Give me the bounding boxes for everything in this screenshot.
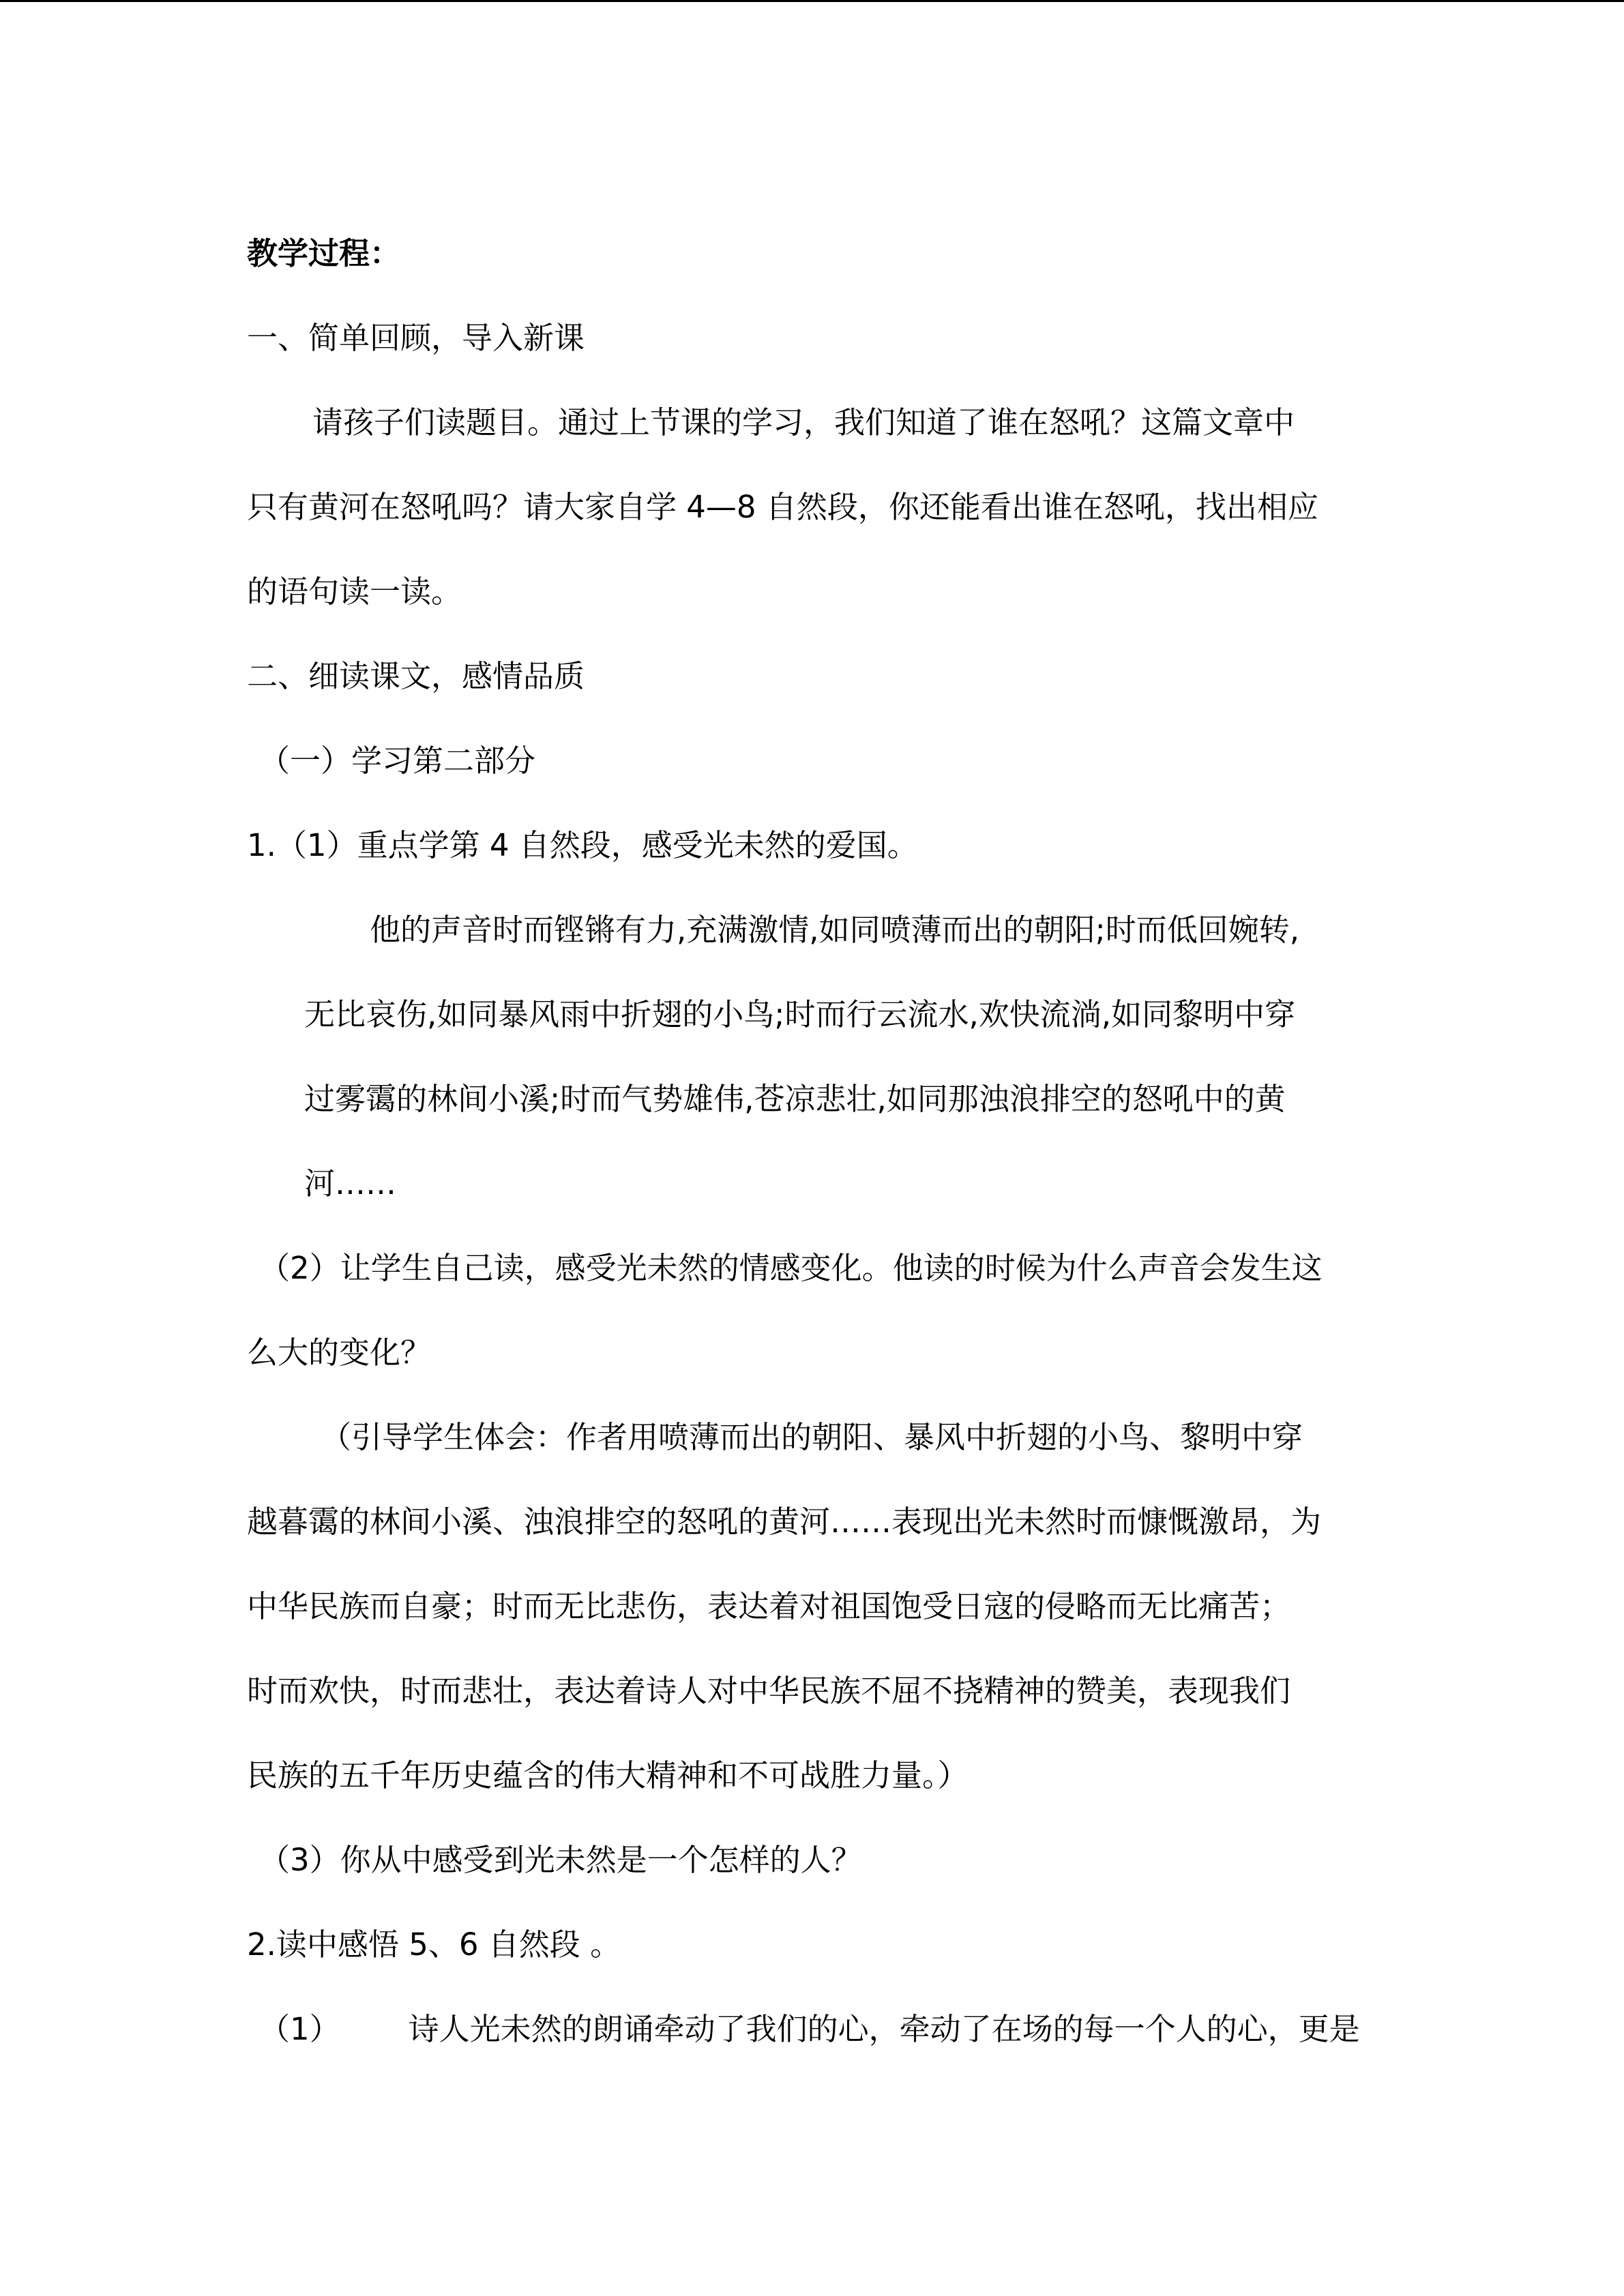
top-border-line [0, 0, 1624, 2]
guide-line: 中华民族而自豪；时而无比悲伤，表达着对祖国饱受日寇的侵略而无比痛苦； [247, 1588, 1291, 1624]
guide-line: （引导学生体会：作者用喷薄而出的朝阳、暴风中折翅的小鸟、黎明中穿 [321, 1419, 1303, 1455]
item-1-2-line: 么大的变化？ [247, 1335, 432, 1371]
guide-line: 民族的五千年历史蕴含的伟大精神和不可战胜力量。） [247, 1757, 969, 1793]
item-1-2-line: （2）让学生自己读，感受光未然的情感变化。他读的时候为什么声音会发生这 [259, 1250, 1323, 1286]
quote-line: 无比哀伤,如同暴风雨中折翅的小鸟;时而行云流水,欢快流淌,如同黎明中穿 [304, 996, 1296, 1032]
quote-line: 河…… [304, 1165, 397, 1202]
document-page [247, 211, 1379, 2072]
part1-title: （一）学习第二部分 [259, 743, 536, 779]
section-heading: 教学过程： [247, 235, 401, 271]
quote-line: 过雾霭的林间小溪;时而气势雄伟,苍凉悲壮,如同那浊浪排空的怒吼中的黄 [304, 1081, 1286, 1117]
section1-para-line: 的语句读一读。 [247, 573, 462, 610]
item-1-3: （3）你从中感受到光未然是一个怎样的人？ [259, 1842, 862, 1878]
section2-title: 二、细读课文，感情品质 [247, 658, 585, 694]
item-1-1: 1.（1）重点学第 4 自然段，感受光未然的爱国。 [247, 827, 918, 863]
section1-para-line: 只有黄河在怒吼吗？请大家自学 4—8 自然段，你还能看出谁在怒吼，找出相应 [247, 489, 1318, 525]
guide-line: 时而欢快，时而悲壮，表达着诗人对中华民族不屈不挠精神的赞美，表现我们 [247, 1673, 1291, 1709]
item-2-1-marker: （1） [259, 2011, 340, 2047]
section1-para-line: 请孩子们读题目。通过上节课的学习，我们知道了谁在怒吼？这篇文章中 [312, 404, 1295, 441]
item-2: 2.读中感悟 5、6 自然段 。 [247, 1926, 621, 1963]
item-2-1-text: 诗人光未然的朗诵牵动了我们的心，牵动了在场的每一个人的心，更是 [408, 2011, 1360, 2047]
quote-line: 他的声音时而铿锵有力,充满激情,如同喷薄而出的朝阳;时而低回婉转, [370, 912, 1300, 948]
item-2-1 [247, 1987, 1379, 2072]
section1-title: 一、简单回顾，导入新课 [247, 320, 585, 356]
guide-line: 越暮霭的林间小溪、浊浪排空的怒吼的黄河……表现出光未然时而慷慨激昂，为 [247, 1504, 1322, 1540]
